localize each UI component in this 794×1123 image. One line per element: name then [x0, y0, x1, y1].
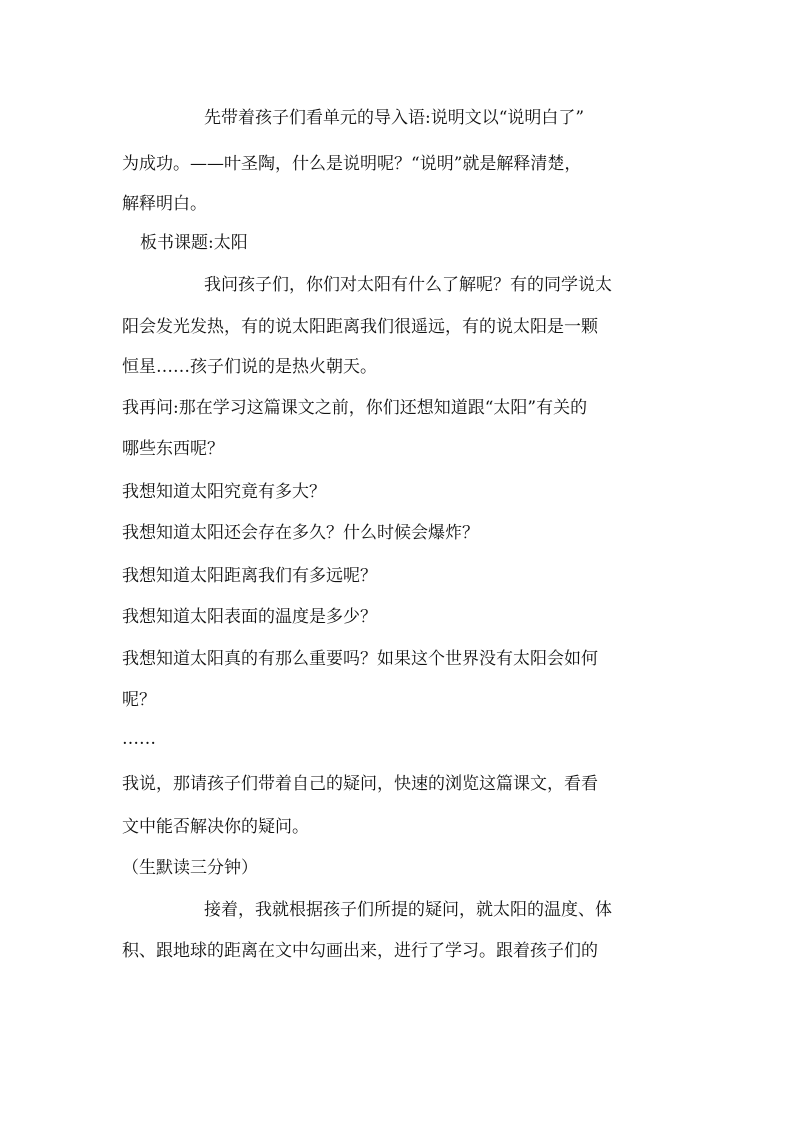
text-line-18: 文中能否解决你的疑问。 [122, 817, 309, 837]
text-line-12: 我想知道太阳距离我们有多远呢？ [122, 566, 377, 586]
text-line-7: 恒星……孩子们说的是热火朝天。 [122, 357, 377, 377]
text-line-17: 我说，那请孩子们带着自己的疑问，快速的浏览这篇课文，看看 [122, 774, 598, 794]
text-line-11: 我想知道太阳还会存在多久？什么时候会爆炸？ [122, 523, 479, 543]
text-line-3: 解释明白。 [122, 194, 207, 214]
text-line-14: 我想知道太阳真的有那么重要吗？如果这个世界没有太阳会如何 [122, 649, 598, 669]
text-line-10: 我想知道太阳究竟有多大？ [122, 482, 326, 502]
text-line-15: 呢？ [122, 690, 156, 710]
text-line-20: 接着，我就根据孩子们所提的疑问，就太阳的温度、体 [204, 900, 612, 920]
text-line-19: （生默读三分钟） [122, 858, 258, 878]
text-line-16: …… [122, 729, 156, 749]
text-line-6: 阳会发光发热，有的说太阳距离我们很遥远，有的说太阳是一颗 [122, 317, 598, 337]
text-line-2: 为成功。——叶圣陶，什么是说明呢？“说明”就是解释清楚， [122, 154, 582, 174]
text-line-21: 积、跟地球的距离在文中勾画出来，进行了学习。跟着孩子们的 [122, 941, 598, 961]
text-line-13: 我想知道太阳表面的温度是多少？ [122, 607, 377, 627]
text-line-5: 我问孩子们，你们对太阳有什么了解呢？有的同学说太 [204, 275, 612, 295]
text-line-8: 我再问:那在学习这篇课文之前，你们还想知道跟“太阳”有关的 [122, 398, 588, 418]
text-line-1: 先带着孩子们看单元的导入语:说明文以“说明白了” [204, 108, 585, 128]
text-line-4: 板书课题:太阳 [140, 233, 248, 253]
text-line-9: 哪些东西呢？ [122, 439, 224, 459]
